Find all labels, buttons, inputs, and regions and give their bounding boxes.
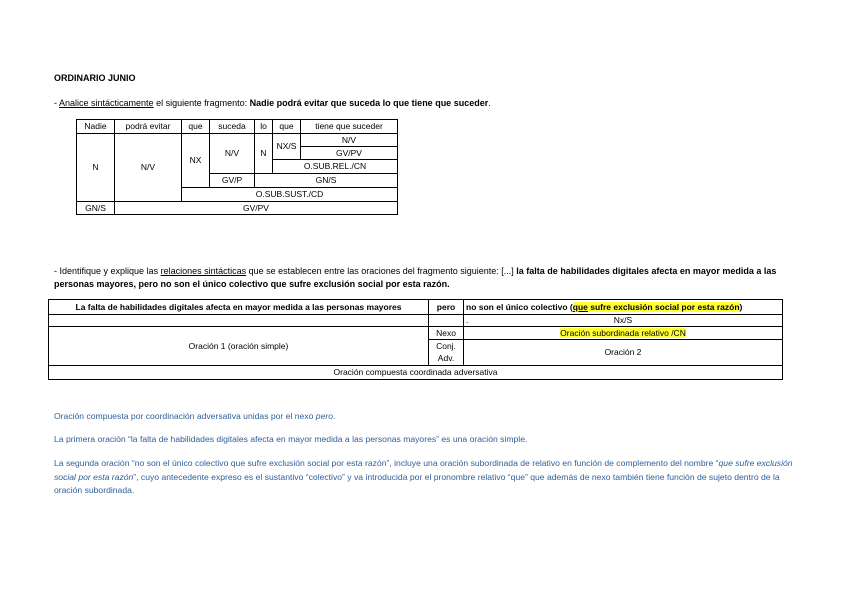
cell-nv: N/V — [115, 134, 182, 202]
header-cell: que — [273, 120, 301, 134]
q2-mid: que se establecen entre las oraciones del fragmento siguiente: [...] — [246, 266, 517, 276]
t2-oracion-2: Oración 2 — [464, 340, 783, 366]
q1-verb: Analice sintácticamente — [59, 98, 154, 108]
cell-nv2: N/V — [210, 134, 255, 174]
syntax-table-2 — [48, 299, 783, 380]
header-cell: tiene que suceder — [301, 120, 398, 134]
t2-subordinada — [464, 327, 783, 340]
t2-pero: pero — [429, 300, 464, 315]
q1-dash: - — [54, 98, 60, 108]
explanation-3 — [54, 457, 799, 498]
t2-c3a: no son el único colectivo ( — [466, 301, 573, 312]
t2-empty — [429, 315, 464, 327]
cell-nv3: N/V — [301, 134, 398, 147]
explanation-1 — [54, 410, 799, 424]
cell-gvpv: GV/PV — [301, 147, 398, 160]
t2-empty — [49, 315, 429, 327]
t2-oracion-1: Oración 1 (oración simple) — [49, 327, 429, 366]
expl-p1b: pero — [315, 411, 333, 421]
expl-p3b: que sufre exclusión social por esta razón — [54, 458, 793, 482]
t2-nexo: Nexo — [429, 327, 464, 340]
cell-nxs: NX/S — [273, 134, 301, 160]
document-title: ORDINARIO JUNIO — [54, 73, 136, 83]
question-1 — [54, 98, 491, 108]
cell-gvpv2: GV/PV — [115, 202, 398, 215]
cell-nx: NX — [182, 134, 210, 188]
t2-dot: . — [466, 315, 469, 325]
cell-gvp: GV/P — [210, 174, 255, 188]
cell-gns2: GN/S — [77, 202, 115, 215]
expl-p1c: . — [333, 411, 336, 421]
q2-sentence: la falta de habilidades digitales afecta en mayor medida a las personas mayores, pero no son el único colectivo que sufre exclusión social por esta razón. — [54, 266, 777, 289]
cell-n2: N — [255, 134, 273, 174]
header-cell: suceda — [210, 120, 255, 134]
t2-clause-1: La falta de habilidades digitales afecta en mayor medida a las personas mayores — [49, 300, 429, 315]
syntax-table-1 — [76, 119, 398, 215]
t2-clause-2 — [464, 300, 783, 315]
t2-nxs: Nx/S — [613, 315, 633, 325]
cell-osubrel: O.SUB.REL./CN — [273, 160, 398, 174]
t2-oracion-compuesta: Oración compuesta coordinada adversativa — [49, 366, 783, 380]
t2-c3b: sufre exclusión social por esta razón — [587, 301, 740, 312]
expl-p3a: La segunda oración “no son el único colectivo que sufre exclusión social por esta razón”, incluye una oración subordinada de relativo en función de complemento del nombre “ — [54, 458, 719, 468]
t2-que: que — [572, 301, 588, 312]
header-cell: podrá evitar — [115, 120, 182, 134]
cell-gns: GN/S — [255, 174, 398, 188]
header-cell: lo — [255, 120, 273, 134]
cell-osubsust: O.SUB.SUST./CD — [182, 188, 398, 202]
expl-p1a: Oración compuesta por coordinación adversativa unidas por el nexo — [54, 411, 316, 421]
q2-underlined: relaciones sintácticas — [160, 266, 247, 276]
t2-orsub: Oración subordinada relativo /CN — [560, 327, 686, 338]
expl-p3c: ”, cuyo antecedente expreso es el sustantivo “colectivo” y va introducida por el pronombre relativo “que” que además de nexo también tiene función de sujeto dentro de la oración subordinada. — [54, 471, 780, 495]
q1-rest: el siguiente fragmento: — [153, 98, 250, 108]
question-2 — [54, 265, 802, 290]
q2-dash: - Identifique y explique las — [54, 266, 161, 276]
t2-conj: Conj. — [429, 340, 464, 353]
header-cell: que — [182, 120, 210, 134]
cell-n: N — [77, 134, 115, 202]
q1-end: . — [488, 98, 491, 108]
q1-sentence: Nadie podrá evitar que suceda lo que tiene que suceder — [249, 98, 489, 108]
t2-nxs-cell — [464, 315, 783, 327]
explanation-2: La primera oración “la falta de habilidades digitales afecta en mayor medida a las personas mayores” es una oración simple. — [54, 434, 528, 444]
t2-c3c: ) — [739, 301, 743, 312]
header-cell: Nadie — [77, 120, 115, 134]
t2-adv: Adv. — [429, 353, 464, 366]
